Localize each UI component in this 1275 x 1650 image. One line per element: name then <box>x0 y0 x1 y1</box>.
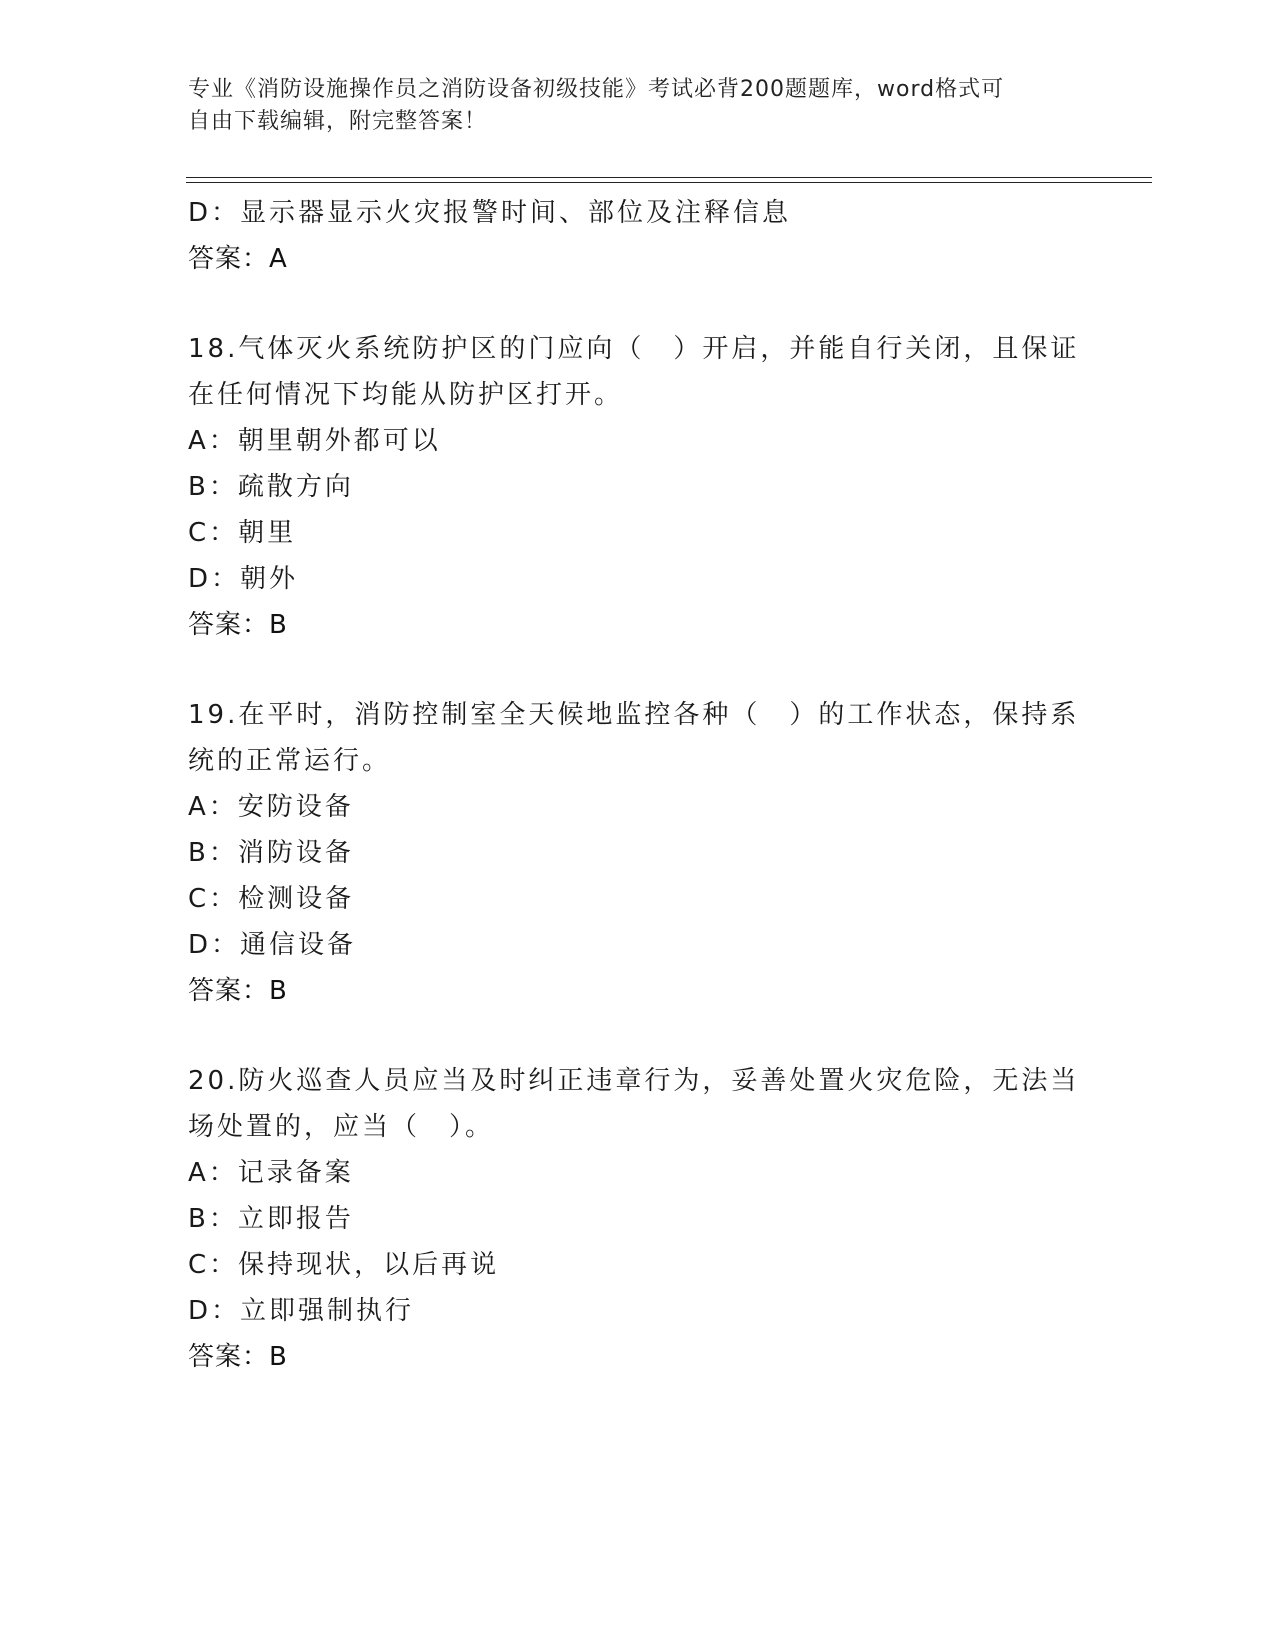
question-text-line-2: 统的正常运行。 <box>188 746 392 776</box>
option-b: B：立即报告 <box>188 1204 354 1234</box>
option-d: D：立即强制执行 <box>188 1296 415 1326</box>
header-line-2: 自由下载编辑，附完整答案！ <box>188 109 488 134</box>
answer-line: 答案：B <box>188 610 288 640</box>
option-c: C：检测设备 <box>188 884 355 914</box>
answer-line: 答案：B <box>188 1342 288 1372</box>
question-19 <box>188 692 1088 1014</box>
option-d: D：朝外 <box>188 564 299 594</box>
option-a: A：朝里朝外都可以 <box>188 426 441 456</box>
question-18 <box>188 326 1088 648</box>
option-c: C：朝里 <box>188 518 297 548</box>
header-line-1: 专业《消防设施操作员之消防设备初级技能》考试必背200题题库，word格式可 <box>188 77 1005 102</box>
answer-line: 答案：B <box>188 976 288 1006</box>
option-c: C：保持现状，以后再说 <box>188 1250 500 1280</box>
option-a: A：安防设备 <box>188 792 354 822</box>
question-20 <box>188 1058 1088 1380</box>
question-text-line-2: 场处置的，应当（ ）。 <box>188 1112 495 1142</box>
document-body <box>188 190 1088 1380</box>
option-d: D：显示器显示火灾报警时间、部位及注释信息 <box>188 198 792 228</box>
header-rule-top <box>186 177 1152 178</box>
answer-line: 答案：A <box>188 244 288 274</box>
previous-question-tail <box>188 190 1088 282</box>
option-a: A：记录备案 <box>188 1158 354 1188</box>
option-b: B：疏散方向 <box>188 472 354 502</box>
question-text-line-1: 20.防火巡查人员应当及时纠正违章行为，妥善处置火灾危险，无法当 <box>188 1066 1080 1096</box>
question-text-line-1: 18.气体灭火系统防护区的门应向（ ）开启，并能自行关闭，且保证 <box>188 334 1080 364</box>
option-d: D：通信设备 <box>188 930 357 960</box>
question-text-line-2: 在任何情况下均能从防护区打开。 <box>188 380 624 410</box>
document-header <box>188 74 1068 138</box>
header-rule-bottom <box>186 182 1152 183</box>
question-text-line-1: 19.在平时，消防控制室全天候地监控各种（ ）的工作状态，保持系 <box>188 700 1080 730</box>
option-b: B：消防设备 <box>188 838 354 868</box>
